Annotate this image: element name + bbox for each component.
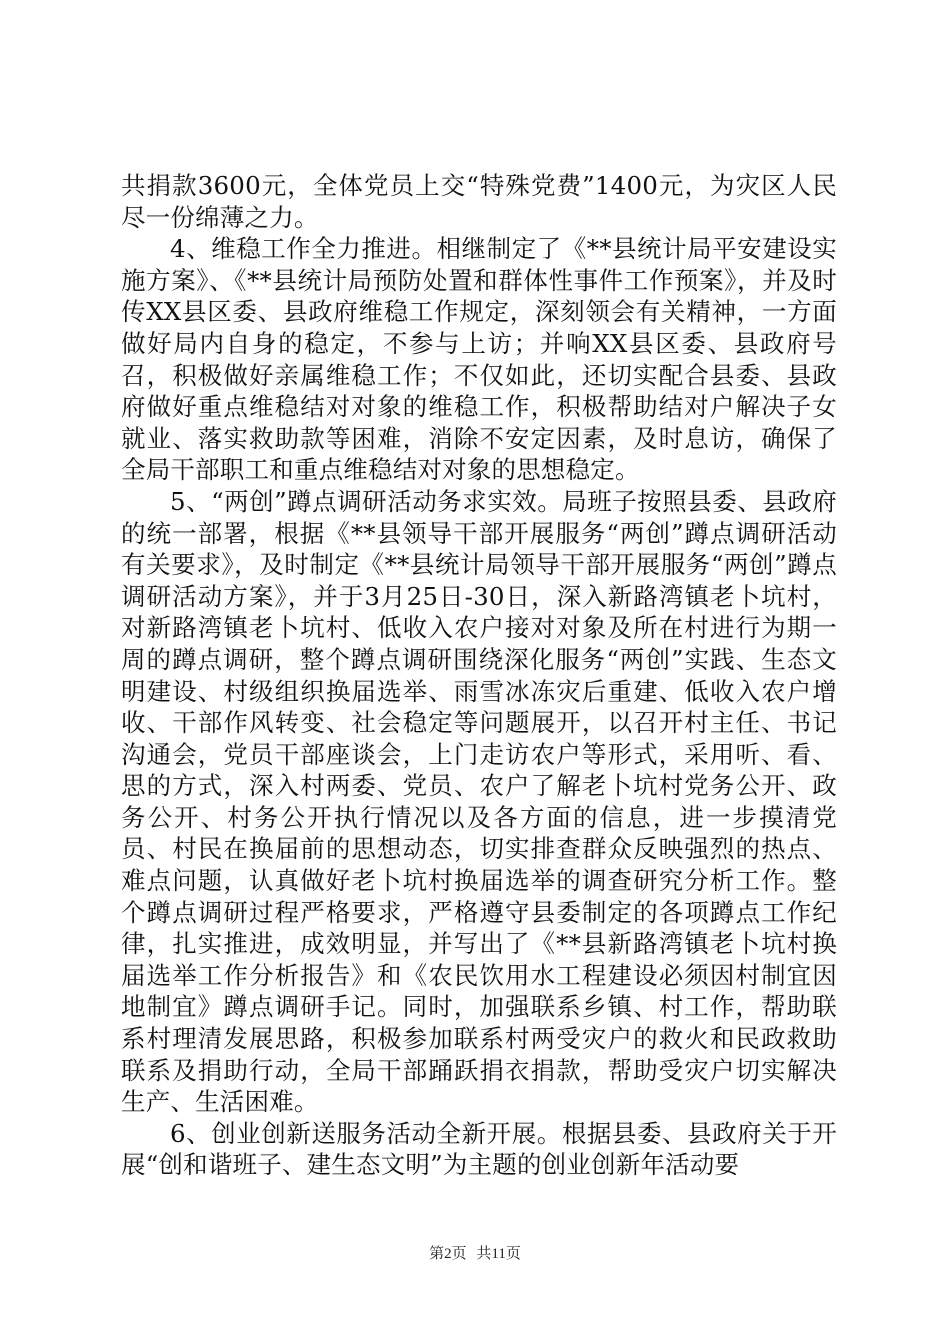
page-total: 共11页 bbox=[476, 1246, 521, 1262]
paragraph-4: 6、创业创新送服务活动全新开展。根据县委、县政府关于开展“创和谐班子、建生态文明”为主题的创业创新年活动要 bbox=[121, 1118, 837, 1180]
document-body bbox=[121, 170, 837, 1181]
page-footer bbox=[0, 1242, 950, 1263]
paragraph-1: 共捐款3600元，全体党员上交“特殊党费”1400元，为灾区人民尽一份绵薄之力。 bbox=[121, 171, 837, 232]
paragraph-3: 5、“两创”蹲点调研活动务求实效。局班子按照县委、县政府的统一部署，根据《**县领导干部开展服务“两创”蹲点调研活动有关要求》，及时制定《**县统计局领导干部开展服务“两创”蹲点调研活动方案》，并于3月25日-30日，深入新路湾镇老卜坑村，对新路湾镇老卜坑村、低收入农户接对对象及所在村进行为期一周的蹲点调研，整个蹲点调研围绕深化服务“两创”实践、生态文明建设、村级组织换届选举、雨雪冰冻灾后重建、低收入农户增收、干部作风转变、社会稳定等问题展开，以召开村主任、书记沟通会，党员干部座谈会，上门走访农户等形式，采用听、看、思的方式，深入村两委、党员、农户了解老卜坑村党务公开、政务公开、村务公开执行情况以及各方面的信息，进一步摸清党员、村民在换届前的思想动态，切实排查群众反映强烈的热点、难点问题，认真做好老卜坑村换届选举的调查研究分析工作。整个蹲点调研过程严格要求，严格遵守县委制定的各项蹲点工作纪律，扎实推进，成效明显，并写出了《**县新路湾镇老卜坑村换届选举工作分析报告》和《农民饮用水工程建设必须因村制宜因地制宜》蹲点调研手记。同时，加强联系乡镇、村工作，帮助联系村理清发展思路，积极参加联系村两受灾户的救火和民政救助联系及捐助行动，全局干部踊跃捐衣捐款，帮助受灾户切实解决生产、生活困难。 bbox=[121, 486, 837, 1117]
page-number: 第2页 bbox=[429, 1246, 467, 1262]
paragraph-2: 4、维稳工作全力推进。相继制定了《**县统计局平安建设实施方案》、《**县统计局预防处置和群体性事件工作预案》，并及时传XX县区委、县政府维稳工作规定，深刻领会有关精神，一方面做好局内自身的稳定，不参与上访；并响XX县区委、县政府号召，积极做好亲属维稳工作；不仅如此，还切实配合县委、县政府做好重点维稳结对对象的维稳工作，积极帮助结对户解决子女就业、落实救助款等困难，消除不安定因素，及时息访，确保了全局干部职工和重点维稳结对对象的思想稳定。 bbox=[121, 234, 837, 485]
